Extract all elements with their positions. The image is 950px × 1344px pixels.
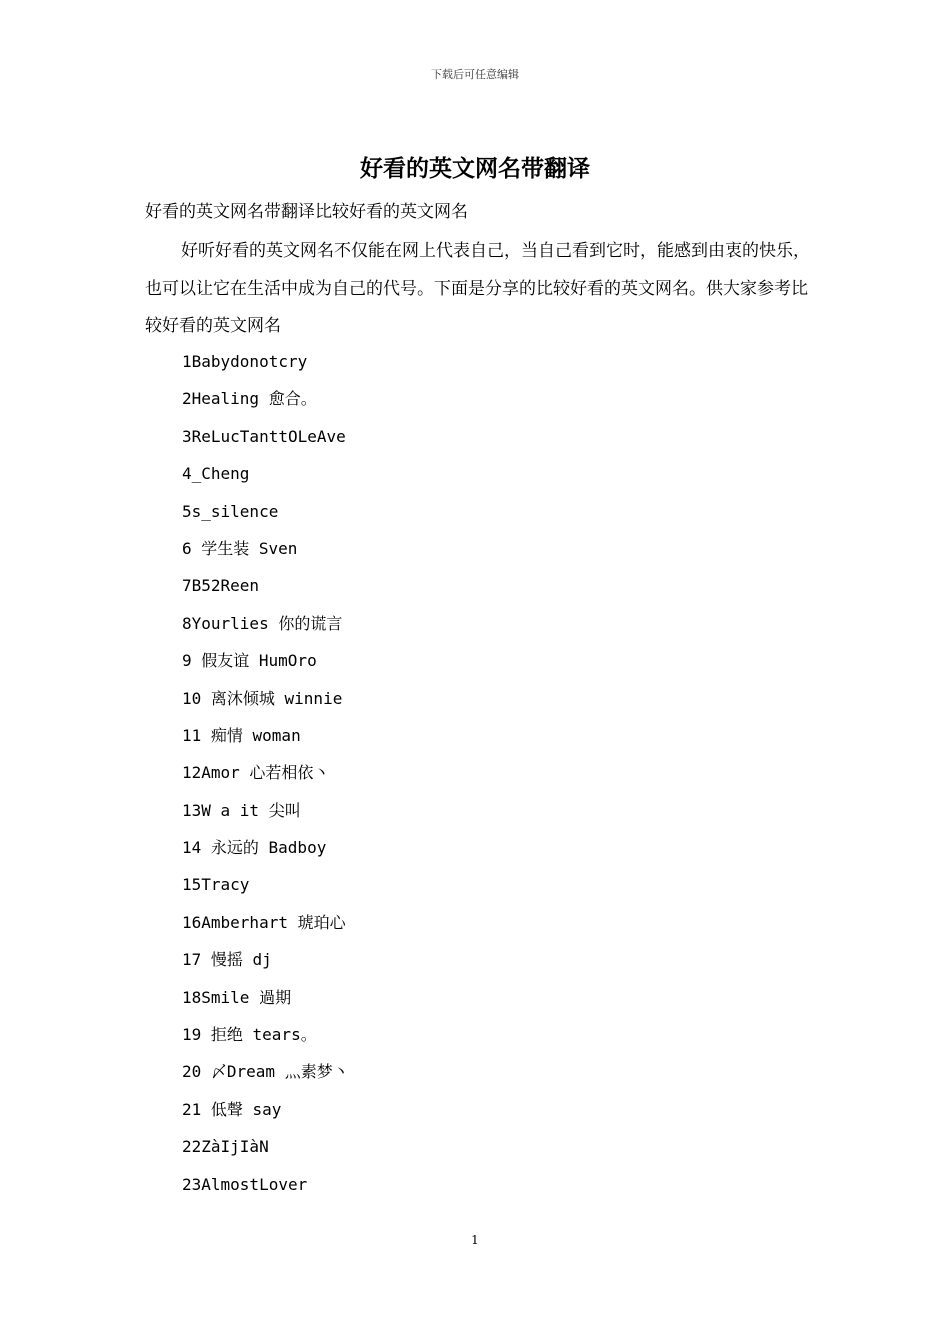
document-title: 好看的英文网名带翻译	[360, 155, 590, 182]
list-item: 21 低聲 say	[182, 1099, 282, 1119]
list-item: 12Amor 心若相依丶	[182, 763, 330, 783]
list-item: 5s_silence	[182, 501, 279, 521]
list-item: 9 假友谊 HumOro	[182, 651, 317, 671]
header-note: 下载后可任意编辑	[431, 68, 519, 81]
list-item: 3ReLucTanttOLeAve	[182, 426, 346, 446]
document-subtitle: 好看的英文网名带翻译比较好看的英文网名	[145, 202, 468, 222]
intro-paragraph: 好听好看的英文网名不仅能在网上代表自己，当自己看到它时，能感到由衷的快乐，也可以让它在生活中成为自己的代号。下面是分享的比较好看的英文网名。供大家参考比较好看的英文网名	[145, 241, 810, 336]
list-item: 4_Cheng	[182, 464, 250, 484]
list-item: 7B52Reen	[182, 576, 260, 596]
list-item: 8Yourlies 你的谎言	[182, 613, 343, 633]
list-item: 16Amberhart 琥珀心	[182, 912, 346, 932]
list-item: 18Smile 過期	[182, 987, 292, 1007]
list-item: 22ZàIjIàN	[182, 1137, 269, 1157]
name-list	[182, 343, 349, 1203]
list-item: 10 离沐倾城 winnie	[182, 688, 343, 708]
list-item: 19 拒绝 tears。	[182, 1025, 317, 1045]
list-item: 11 痴情 woman	[182, 725, 301, 745]
list-item: 14 永远的 Badboy	[182, 838, 327, 858]
list-item: 13W a it 尖叫	[182, 800, 301, 820]
list-item: 17 慢摇 dj	[182, 950, 272, 970]
list-item: 1Babydonotcry	[182, 352, 308, 371]
list-item: 6 学生装 Sven	[182, 538, 298, 558]
page-number: 1	[471, 1233, 479, 1247]
list-item: 2Healing 愈合。	[182, 389, 317, 409]
list-item: 20 〆Dream 灬素梦丶	[182, 1062, 349, 1082]
list-item: 23AlmostLover	[182, 1174, 308, 1194]
list-item: 15Tracy	[182, 875, 250, 895]
